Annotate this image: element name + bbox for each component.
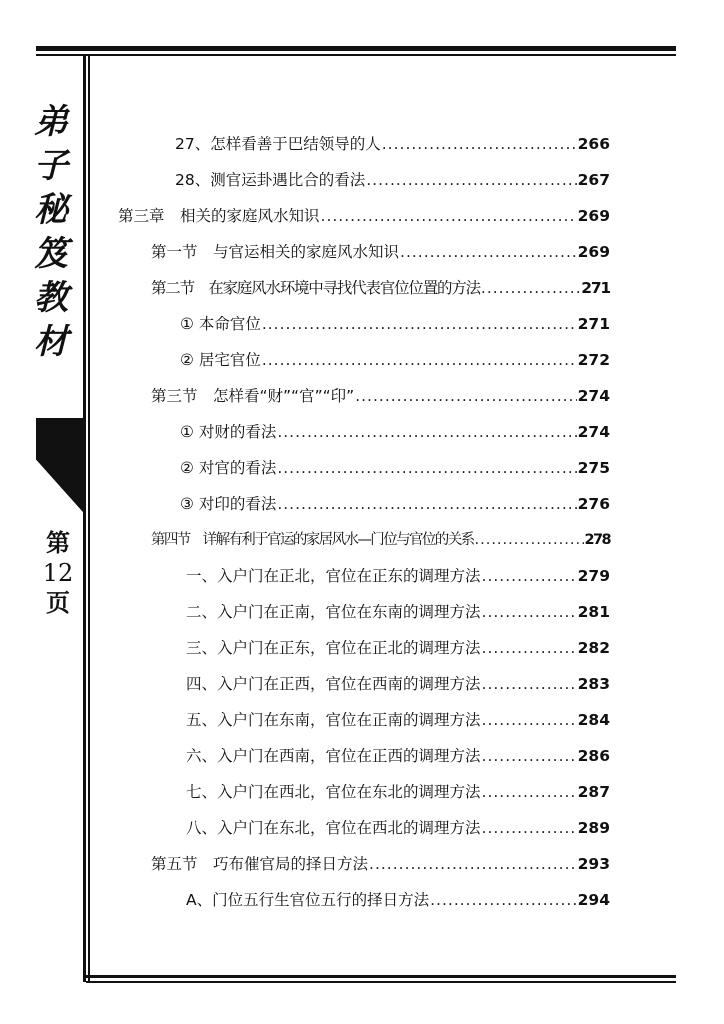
toc-entry[interactable]: [186, 600, 610, 622]
toc-entry-page: 269: [577, 207, 610, 225]
toc-entry-page: 287: [577, 783, 610, 801]
dot-leader: [400, 243, 577, 261]
toc-entry-title: 五、入户门在东南，官位在正南的调理方法: [186, 711, 481, 729]
dot-leader: [277, 459, 576, 477]
toc-entry-title: 六、入户门在西南，官位在正西的调理方法: [186, 747, 481, 765]
toc-entry[interactable]: [180, 492, 610, 514]
side-title-char: 秘: [34, 190, 68, 230]
dot-leader: [482, 819, 577, 837]
toc-entry-section[interactable]: [151, 852, 610, 874]
dot-leader: [366, 171, 576, 189]
toc-entry-page: 267: [577, 171, 610, 189]
toc-entry[interactable]: [175, 168, 610, 190]
bottom-rule-thin: [86, 981, 676, 983]
toc-entry-title: 第一节 与官运相关的家庭风水知识: [151, 243, 400, 261]
toc-entry-title: 第二节 在家庭风水环境中寻找代表官位位置的方法: [151, 279, 480, 297]
dot-leader: [475, 532, 584, 548]
toc-entry-title: 三、入户门在正东，官位在正北的调理方法: [186, 639, 481, 657]
dot-leader: [277, 495, 576, 513]
toc-entry-title: 第四节 详解有利于官运的家居风水—门位与官位的关系: [151, 532, 474, 548]
toc-entry-page: 286: [577, 747, 610, 765]
toc-entry-title: 第三节 怎样看“财”“官”“印”: [151, 387, 355, 405]
bottom-rule-thick: [86, 975, 676, 978]
dot-leader: [321, 207, 577, 225]
toc-entry-page: 274: [577, 387, 610, 405]
toc-entry-page: 274: [577, 423, 610, 441]
dot-leader: [262, 351, 577, 369]
toc-entry-title: ② 居宅官位: [180, 351, 261, 369]
toc-entry-title: 二、入户门在正南，官位在东南的调理方法: [186, 603, 481, 621]
toc-entry[interactable]: [186, 672, 610, 694]
toc-entry-title: 28、测官运卦遇比合的看法: [175, 171, 366, 189]
toc-entry[interactable]: [180, 420, 610, 442]
toc-entry-title: 七、入户门在西北，官位在东北的调理方法: [186, 783, 481, 801]
toc-entry-title: 八、入户门在东北，官位在西北的调理方法: [186, 819, 481, 837]
toc-entry-page: 272: [577, 351, 610, 369]
side-title-char: 子: [34, 146, 68, 186]
side-book-title: [34, 100, 68, 364]
dot-leader: [481, 279, 580, 297]
toc-entry-page: 276: [577, 495, 610, 513]
toc-entry[interactable]: [186, 744, 610, 766]
toc-entry-page: 278: [584, 532, 610, 548]
side-title-char: 材: [34, 322, 68, 362]
dot-leader: [382, 135, 577, 153]
dot-leader: [482, 747, 577, 765]
toc-entry-title: 27、怎样看善于巴结领导的人: [175, 135, 381, 153]
side-title-char: 教: [34, 278, 68, 318]
dot-leader: [482, 567, 577, 585]
toc-entry-chapter[interactable]: [118, 204, 610, 226]
toc-entry-section[interactable]: [151, 528, 610, 549]
toc-entry-page: 293: [577, 855, 610, 873]
toc-entry-page: 282: [577, 639, 610, 657]
dot-leader: [482, 603, 577, 621]
vertical-rule: [83, 56, 86, 982]
dot-leader: [262, 315, 577, 333]
top-rule-thick: [36, 46, 676, 51]
toc-entry-title: ③ 对印的看法: [180, 495, 277, 513]
dot-leader: [430, 891, 577, 909]
dot-leader: [482, 711, 577, 729]
toc-entry-page: 279: [577, 567, 610, 585]
toc-entry-section[interactable]: [151, 384, 610, 406]
toc-entry[interactable]: [180, 312, 610, 334]
page-prefix: 第: [46, 528, 70, 557]
toc-entry-title: 第三章 相关的家庭风水知识: [118, 207, 320, 225]
page-suffix: 页: [46, 588, 70, 617]
toc-entry-title: ① 本命官位: [180, 315, 261, 333]
dot-leader: [482, 783, 577, 801]
side-tab-marker: [36, 418, 86, 514]
toc-entry[interactable]: [186, 564, 610, 586]
page-number-label: [38, 528, 78, 618]
page-number: 12: [42, 559, 74, 587]
toc-entry[interactable]: [186, 780, 610, 802]
side-title-char: 弟: [34, 102, 68, 142]
toc-entry-title: ① 对财的看法: [180, 423, 277, 441]
dot-leader: [277, 423, 576, 441]
toc-entry[interactable]: [186, 888, 610, 910]
toc-entry-page: 294: [577, 891, 610, 909]
toc-entry[interactable]: [186, 636, 610, 658]
toc-entry-page: 283: [577, 675, 610, 693]
vertical-rule-inner: [88, 56, 90, 982]
toc-entry-page: 284: [577, 711, 610, 729]
toc-entry-section[interactable]: [151, 276, 610, 298]
dot-leader: [355, 387, 576, 405]
dot-leader: [482, 675, 577, 693]
toc-entry-page: 289: [577, 819, 610, 837]
toc-entry-page: 275: [577, 459, 610, 477]
toc-entry[interactable]: [180, 456, 610, 478]
toc-entry-page: 269: [577, 243, 610, 261]
toc-entry-title: ② 对官的看法: [180, 459, 277, 477]
dot-leader: [369, 855, 577, 873]
toc-entry-page: 281: [577, 603, 610, 621]
toc-entry[interactable]: [186, 816, 610, 838]
toc-entry-title: 一、入户门在正北，官位在正东的调理方法: [186, 567, 481, 585]
toc-entry[interactable]: [180, 348, 610, 370]
toc-entry-page: 271: [577, 315, 610, 333]
top-rule-thin: [36, 54, 676, 56]
toc-entry-section[interactable]: [151, 240, 610, 262]
toc-entry-page: 271: [581, 279, 610, 297]
toc-entry-page: 266: [577, 135, 610, 153]
toc-entry-title: 四、入户门在正西，官位在西南的调理方法: [186, 675, 481, 693]
toc-entry-title: 第五节 巧布催官局的择日方法: [151, 855, 369, 873]
side-title-char: 笈: [34, 234, 68, 274]
dot-leader: [482, 639, 577, 657]
toc-entry[interactable]: [186, 708, 610, 730]
toc-entry[interactable]: [175, 132, 610, 154]
toc-entry-title: A、门位五行生官位五行的择日方法: [186, 891, 430, 909]
